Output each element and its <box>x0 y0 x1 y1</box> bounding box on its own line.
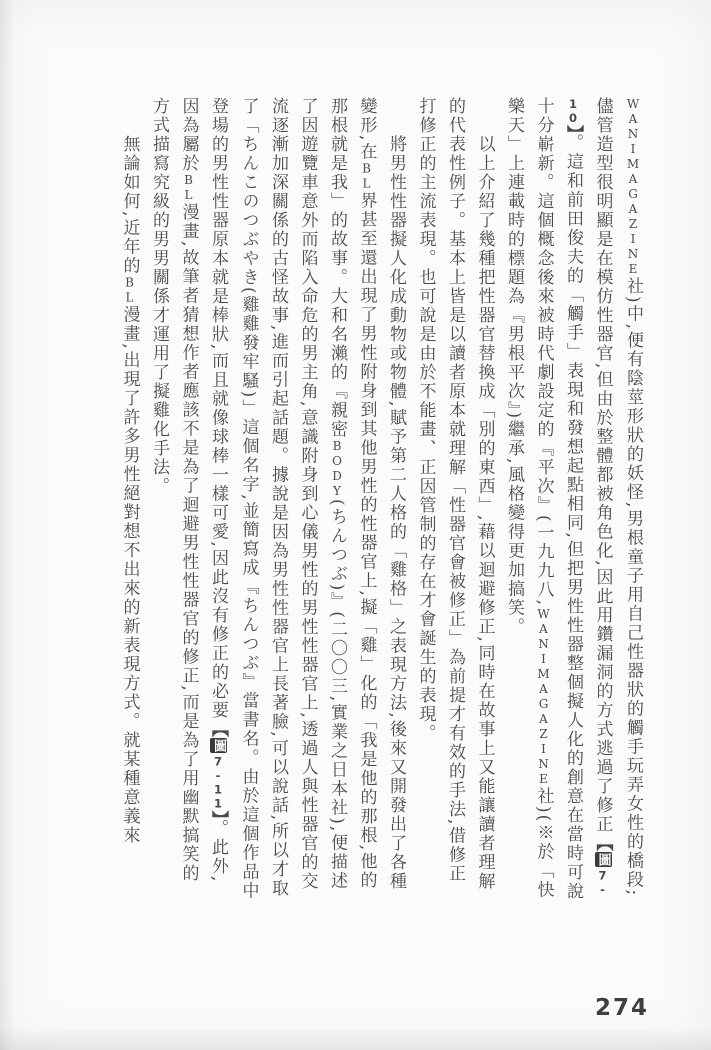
text-run: 無論如何,近年的 <box>119 135 140 276</box>
latin-run: WANIMAGAZINE <box>626 97 640 277</box>
text-run: 漫畫,出現了許多男性絕對想不出來的新表現方式。就某種意義來 <box>119 305 140 845</box>
latin-run: BL <box>122 275 137 306</box>
figure-label-box: 圖 <box>595 852 611 867</box>
text-run: 以上介紹了幾種把性器官替換成「別的東西」,藉以迴避修正,同時在故事上又能讓讀者理解的代表性例子。基本上皆是以讀者原本就理解「性器官會被修正」為前提才有效的手法,借修正打修正的主流表現。也可說是由於不能畫、正因管制的存在才會誕生的表現。 <box>415 97 495 891</box>
figure-number: 7-11 <box>211 754 225 811</box>
paragraph <box>499 97 648 901</box>
text-run: 界甚至還出現了男性附身到其他男性的性器官上,擬「雞」化的「我是他的那根,他的那根就是我」的故事。大和名瀨的『親密 <box>327 97 377 891</box>
text-run: 漫畫,故筆者猜想作者應該不是為了迴避男性性器官的修正,而是為了用幽默搞笑的方式描寫究級的男男關係才運用了擬雞化手法。 <box>149 97 199 883</box>
paragraph <box>144 97 411 901</box>
figure-number: 7-10 <box>566 97 610 897</box>
bracket-close: 】 <box>563 125 583 134</box>
bracket-open: 【 <box>592 833 613 851</box>
figure-reference <box>208 720 228 819</box>
text-run: 。此外,因為屬於 <box>178 97 228 884</box>
text-run: (ちんつぶ)』(二〇〇三,實業之日本社),便描述了因遊覽車意外而陷入命危的男主角,意識附身到心儀男性的男性性器官上,透過人與性器官的交流逐漸加深關係的古怪故事,進而引起話題。據說是因為男性性器官上長著臉,可以說話,所以才取了「ちんこのつぶやき(雞雞發牢騷)」這個名字,並簡寫成『ちんつぶ』當書名。由於這個作品中登場的男性性器原本就是棒狀,而且就像球棒一樣可愛,因此沒有修正的必要 <box>208 97 347 901</box>
text-run: 社)中,便有陰莖形狀的妖怪,男根童子用自己性器狀的觸手玩弄女性的橋段;儘管造型很明顯是在模仿性器官,但由於整體都被角色化,因此用鑽漏洞的方式逃過了修正 <box>592 97 643 898</box>
bracket-open: 【 <box>208 719 228 737</box>
latin-run: BODY <box>330 439 344 499</box>
paragraph <box>410 97 499 901</box>
latin-run: WANIMAGAZINE <box>536 607 551 788</box>
article-text <box>113 97 647 901</box>
latin-run: BL <box>359 161 374 192</box>
text-run: 社)(※於「快樂天」上連載時的標題為『男根平次』)繼承,風格變得更加搞笑。 <box>504 97 554 900</box>
text-run: 將男性性器擬人化成動物或物體,賦予第二人格的「雞格」之表現方法,後來又開發出了各種變形,在 <box>356 97 406 891</box>
page-number: 274 <box>594 995 649 1021</box>
figure-label-box: 圖 <box>211 738 226 753</box>
paragraph <box>114 97 144 901</box>
text-run: 。這和前田俊夫的「觸手」表現和發想起點相同,但把男性性器整個擬人化的創意在當時可說十分嶄新。這個概念後來被時代劇設定的『平次』(一九九八, <box>533 97 583 901</box>
bracket-close: 】 <box>208 810 228 819</box>
latin-run: BL <box>181 173 196 203</box>
